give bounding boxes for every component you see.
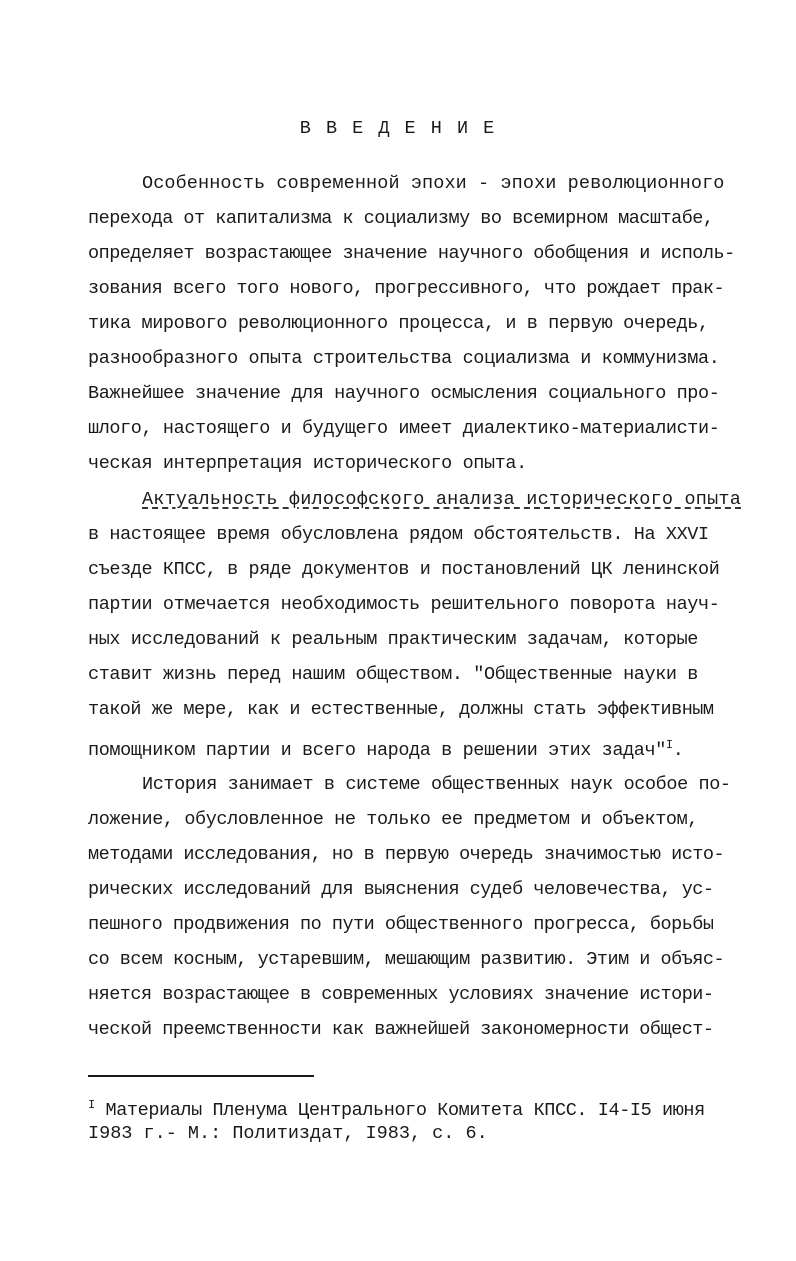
text-line: разнообразного опыта строительства социализма и коммунизма. <box>88 348 720 369</box>
footnote-separator <box>88 1075 314 1077</box>
text-line: ставит жизнь перед нашим обществом. "Общественные науки в <box>88 664 699 685</box>
text-line: со всем косным, устаревшим, мешающим развитию. Этим и объяс- <box>88 949 725 970</box>
text-segment: . <box>672 740 684 761</box>
text-line: ных исследований к реальным практическим задачам, которые <box>88 629 699 650</box>
text-line: тика мирового революционного процесса, и в первую очередь, <box>88 313 709 334</box>
text-line: История занимает в системе общественных наук особое по- <box>142 774 731 795</box>
text-line: пешного продвижения по пути общественного прогресса, борьбы <box>88 914 714 935</box>
text-line-with-footnote <box>88 733 683 763</box>
text-line: Важнейшее значение для научного осмысления социального про- <box>88 383 720 404</box>
text-line: шлого, настоящего и будущего имеет диалектико-материалисти- <box>88 418 720 439</box>
text-line: ческая интерпретация исторического опыта. <box>88 453 527 474</box>
text-line: съезде КПСС, в ряде документов и постановлений ЦК ленинской <box>88 559 720 580</box>
text-line: методами исследования, но в первую очередь значимостью исто- <box>88 844 725 865</box>
text-line: такой же мере, как и естественные, должны стать эффективным <box>88 699 714 720</box>
page-title: В В Е Д Е Н И Е <box>299 118 497 139</box>
text-line: определяет возрастающее значение научного обобщения и исполь- <box>88 243 735 264</box>
footnote-line <box>88 1093 705 1123</box>
underlined-heading-line: Актуальность философского анализа исторического опыта <box>142 489 741 510</box>
footnote-text: Материалы Пленума Центрального Комитета КПСС. I4-I5 июня <box>94 1100 705 1121</box>
footnote-line: I983 г.- М.: Политиздат, I983, с. 6. <box>88 1123 488 1144</box>
footnote-reference: I <box>665 738 673 752</box>
footnote-marker: I <box>88 1098 95 1112</box>
text-line: зования всего того нового, прогрессивного, что рождает прак- <box>88 278 725 299</box>
text-line: Особенность современной эпохи - эпохи революционного <box>142 173 725 194</box>
text-line: перехода от капитализма к социализму во всемирном масштабе, <box>88 208 714 229</box>
text-line: ческой преемственности как важнейшей закономерности общест- <box>88 1019 714 1040</box>
text-line: ложение, обусловленное не только ее предметом и объектом, <box>88 809 699 830</box>
text-line: рических исследований для выяснения судеб человечества, ус- <box>88 879 714 900</box>
text-line: в настоящее время обусловлена рядом обстоятельств. На XXVI <box>88 524 709 545</box>
text-line: партии отмечается необходимость решительного поворота науч- <box>88 594 720 615</box>
text-line: няется возрастающее в современных условиях значение истори- <box>88 984 714 1005</box>
text-segment: помощником партии и всего народа в решении этих задач" <box>88 740 666 761</box>
